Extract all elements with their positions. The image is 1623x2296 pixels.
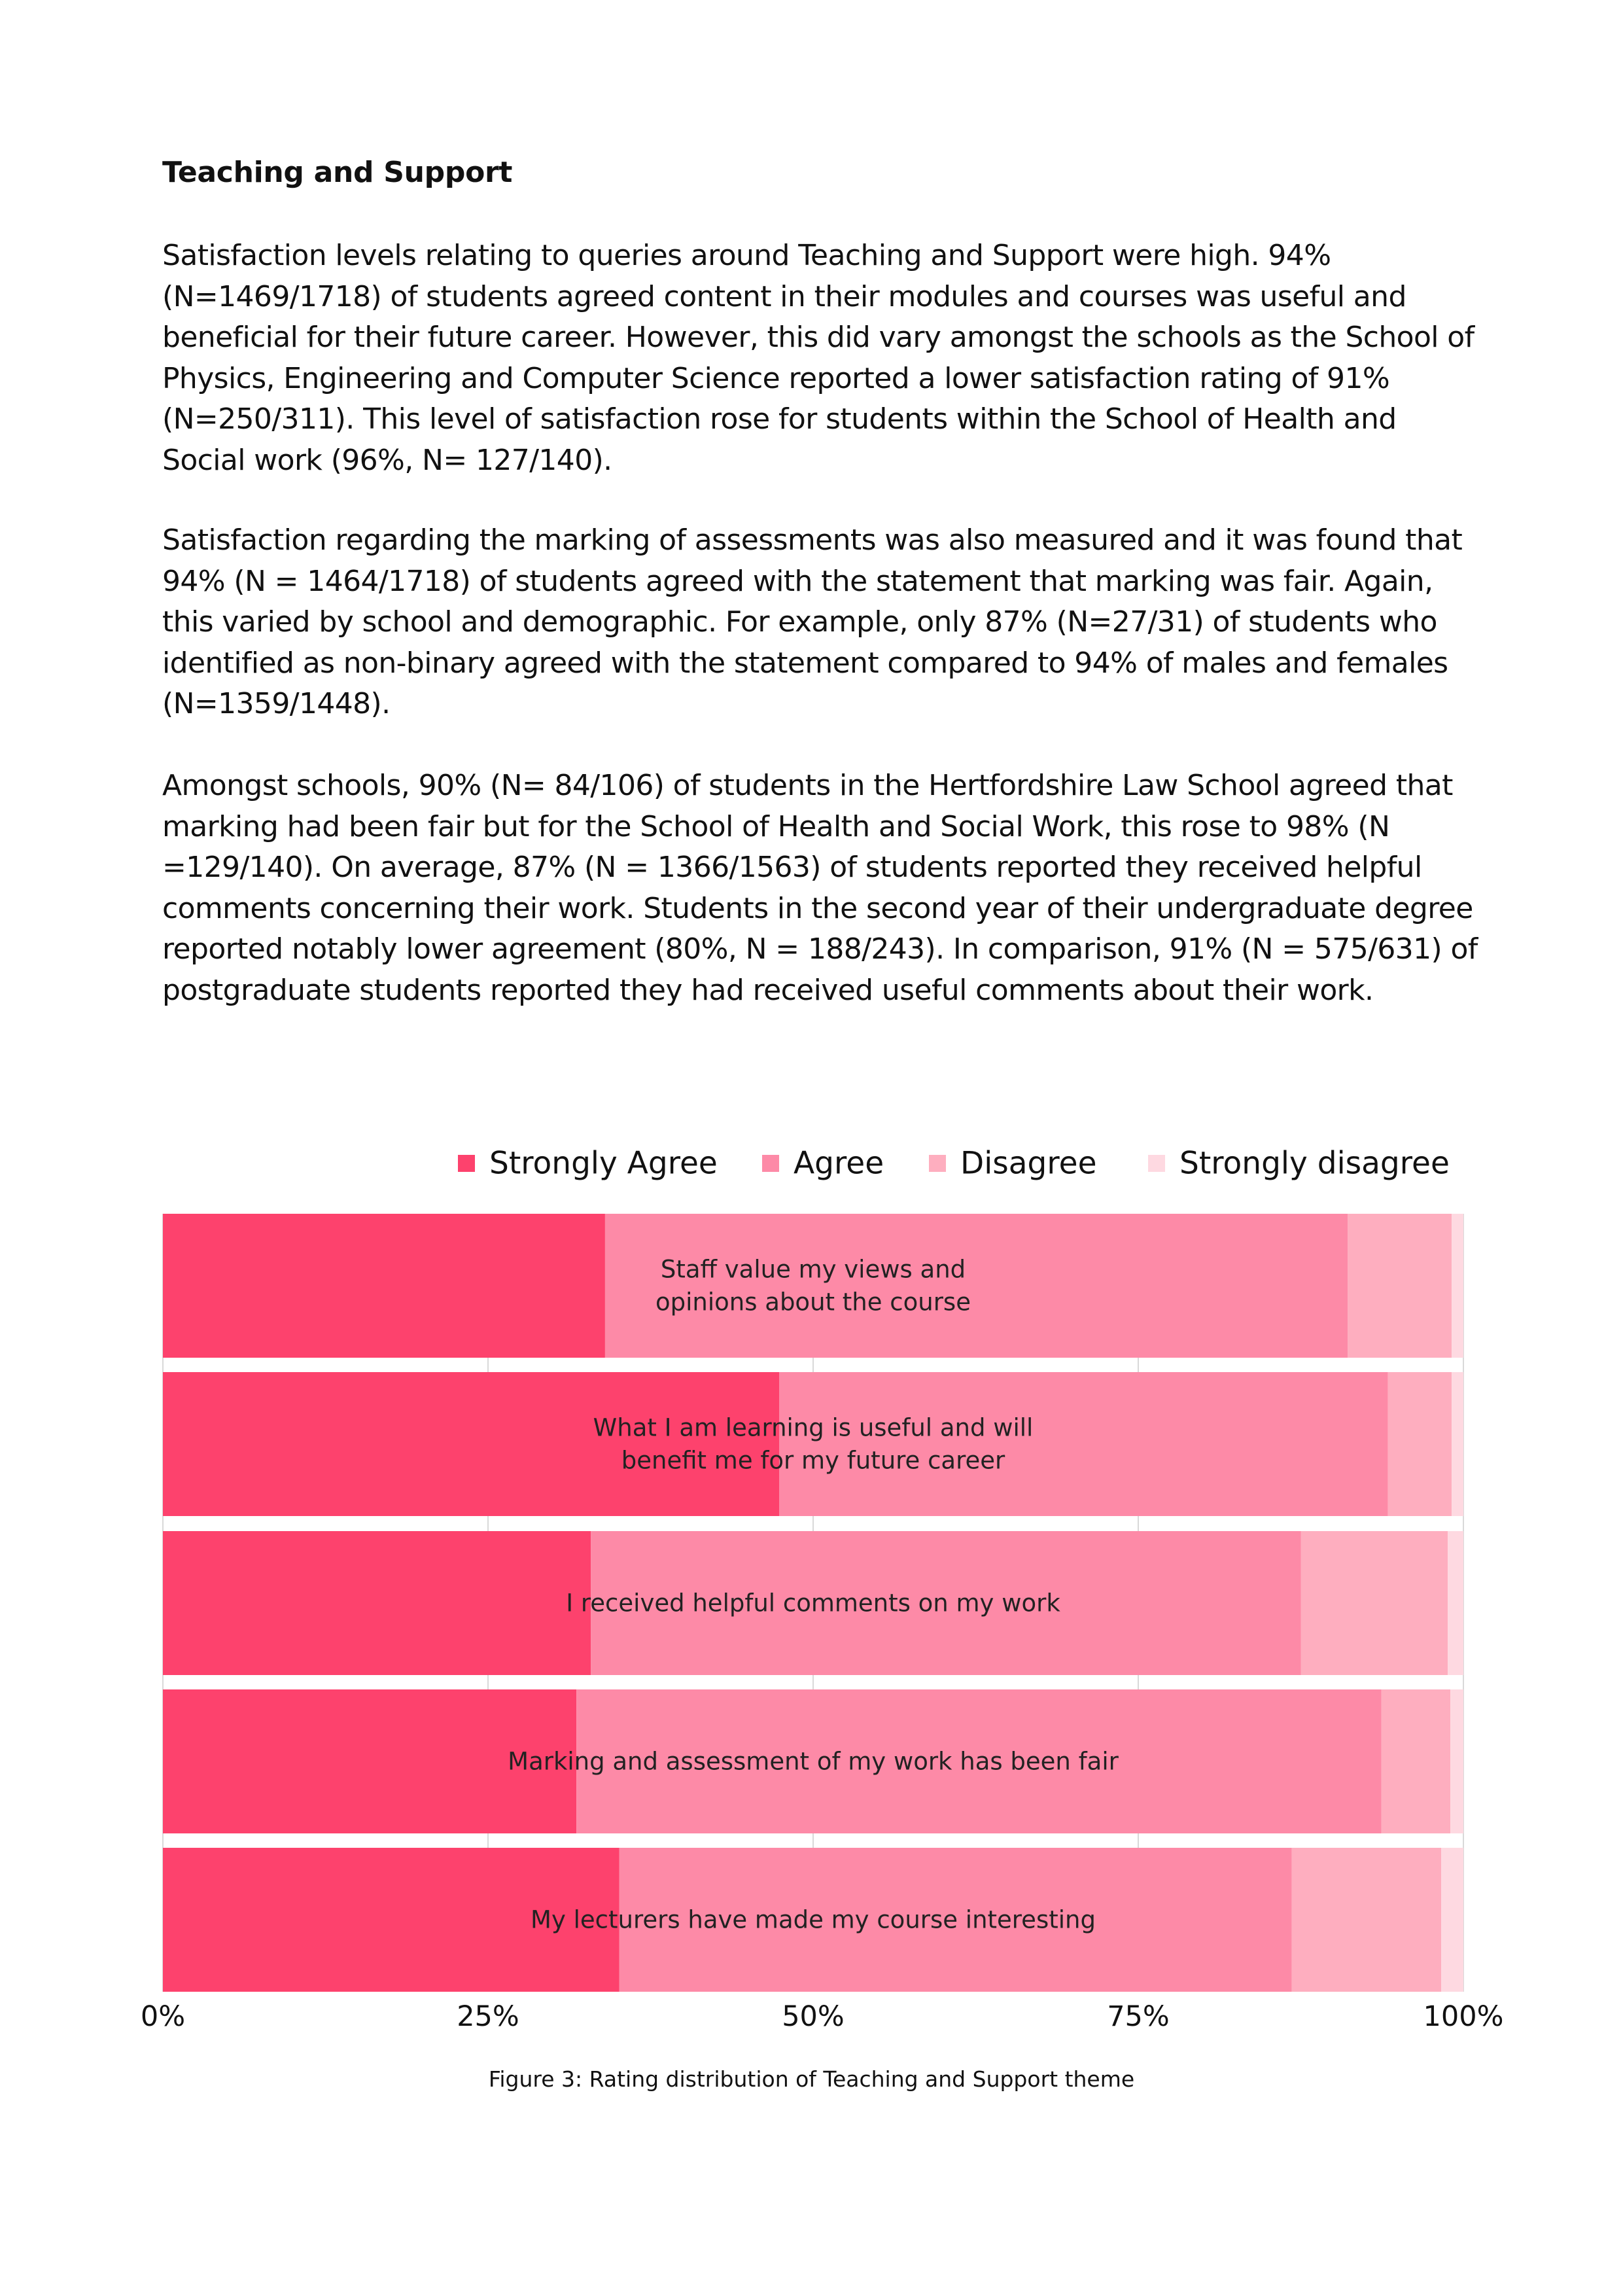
bar-segment	[1301, 1531, 1448, 1675]
x-tick-label: 25%	[457, 2000, 519, 2033]
x-tick-label: 50%	[782, 2000, 845, 2033]
bar-category-label: benefit me for my future career	[621, 1446, 1005, 1475]
bar-segment	[779, 1372, 1387, 1516]
legend-label: Agree	[794, 1145, 884, 1182]
bar-category-label: opinions about the course	[655, 1288, 971, 1316]
bar-segment	[1441, 1848, 1463, 1992]
bar-segment	[1448, 1531, 1463, 1675]
bar-category-label: My lecturers have made my course interesting	[531, 1905, 1096, 1934]
bar-category-label: I received helpful comments on my work	[566, 1589, 1060, 1617]
bar-category-label: Staff value my views and	[660, 1255, 966, 1284]
paragraph-3: Amongst schools, 90% (N= 84/106) of students in the Hertfordshire Law School agreed that marking had been fair but for the School of Health and Social Work, this rose to 98% (N =129/140). On average, 87% (N = 1366/1563) of students reported they received helpful comments concerning their work. Students in the second year of their undergraduate degree reported notably lower agreement (80%, N = 188/243). In comparison, 91% (N = 575/631) of postgraduate students reported they had received useful comments about their work.	[162, 769, 1478, 1007]
legend-label: Strongly Agree	[489, 1145, 718, 1182]
bar-segment	[1348, 1214, 1452, 1358]
bar-segment	[1388, 1372, 1452, 1516]
bar-category-label: Marking and assessment of my work has been fair	[508, 1747, 1119, 1776]
bar-segment	[163, 1372, 779, 1516]
paragraph-1: Satisfaction levels relating to queries around Teaching and Support were high. 94% (N=1469/1718) of students agreed content in their modules and courses was useful and beneficial for their future career. However, this did vary amongst the schools as the School of Physics, Engineering and Computer Science reported a lower satisfaction rating of 91% (N=250/311). This level of satisfaction rose for students within the School of Health and Social work (96%, N= 127/140).	[162, 239, 1475, 477]
bar-segment	[605, 1214, 1348, 1358]
bar-segment	[1292, 1848, 1442, 1992]
paragraph-2: Satisfaction regarding the marking of assessments was also measured and it was found that 94% (N = 1464/1718) of students agreed with the statement that marking was fair. Again, this varied by school and demographic. For example, only 87% (N=27/31) of students who identified as non-binary agreed with the statement compared to 94% of males and females (N=1359/1448).	[162, 523, 1463, 720]
x-tick-label: 100%	[1423, 2000, 1504, 2033]
legend-label: Strongly disagree	[1179, 1145, 1450, 1182]
x-tick-label: 75%	[1107, 2000, 1170, 2033]
bar-segment	[1450, 1689, 1463, 1833]
legend-swatch	[762, 1155, 779, 1172]
bar-segment	[1452, 1372, 1463, 1516]
figure-caption: Figure 3: Rating distribution of Teaching and Support theme	[488, 2066, 1135, 2092]
x-tick-label: 0%	[140, 2000, 186, 2033]
bar-category-label: What I am learning is useful and will	[593, 1413, 1034, 1442]
bar-segment	[163, 1531, 591, 1675]
legend-swatch	[929, 1155, 946, 1172]
bar-segment	[1452, 1214, 1463, 1358]
bar-segment	[163, 1214, 605, 1358]
section-heading: Teaching and Support	[162, 156, 513, 189]
legend-swatch	[458, 1155, 475, 1172]
legend-swatch	[1148, 1155, 1165, 1172]
bar-segment	[1382, 1689, 1450, 1833]
legend-label: Disagree	[960, 1145, 1097, 1182]
